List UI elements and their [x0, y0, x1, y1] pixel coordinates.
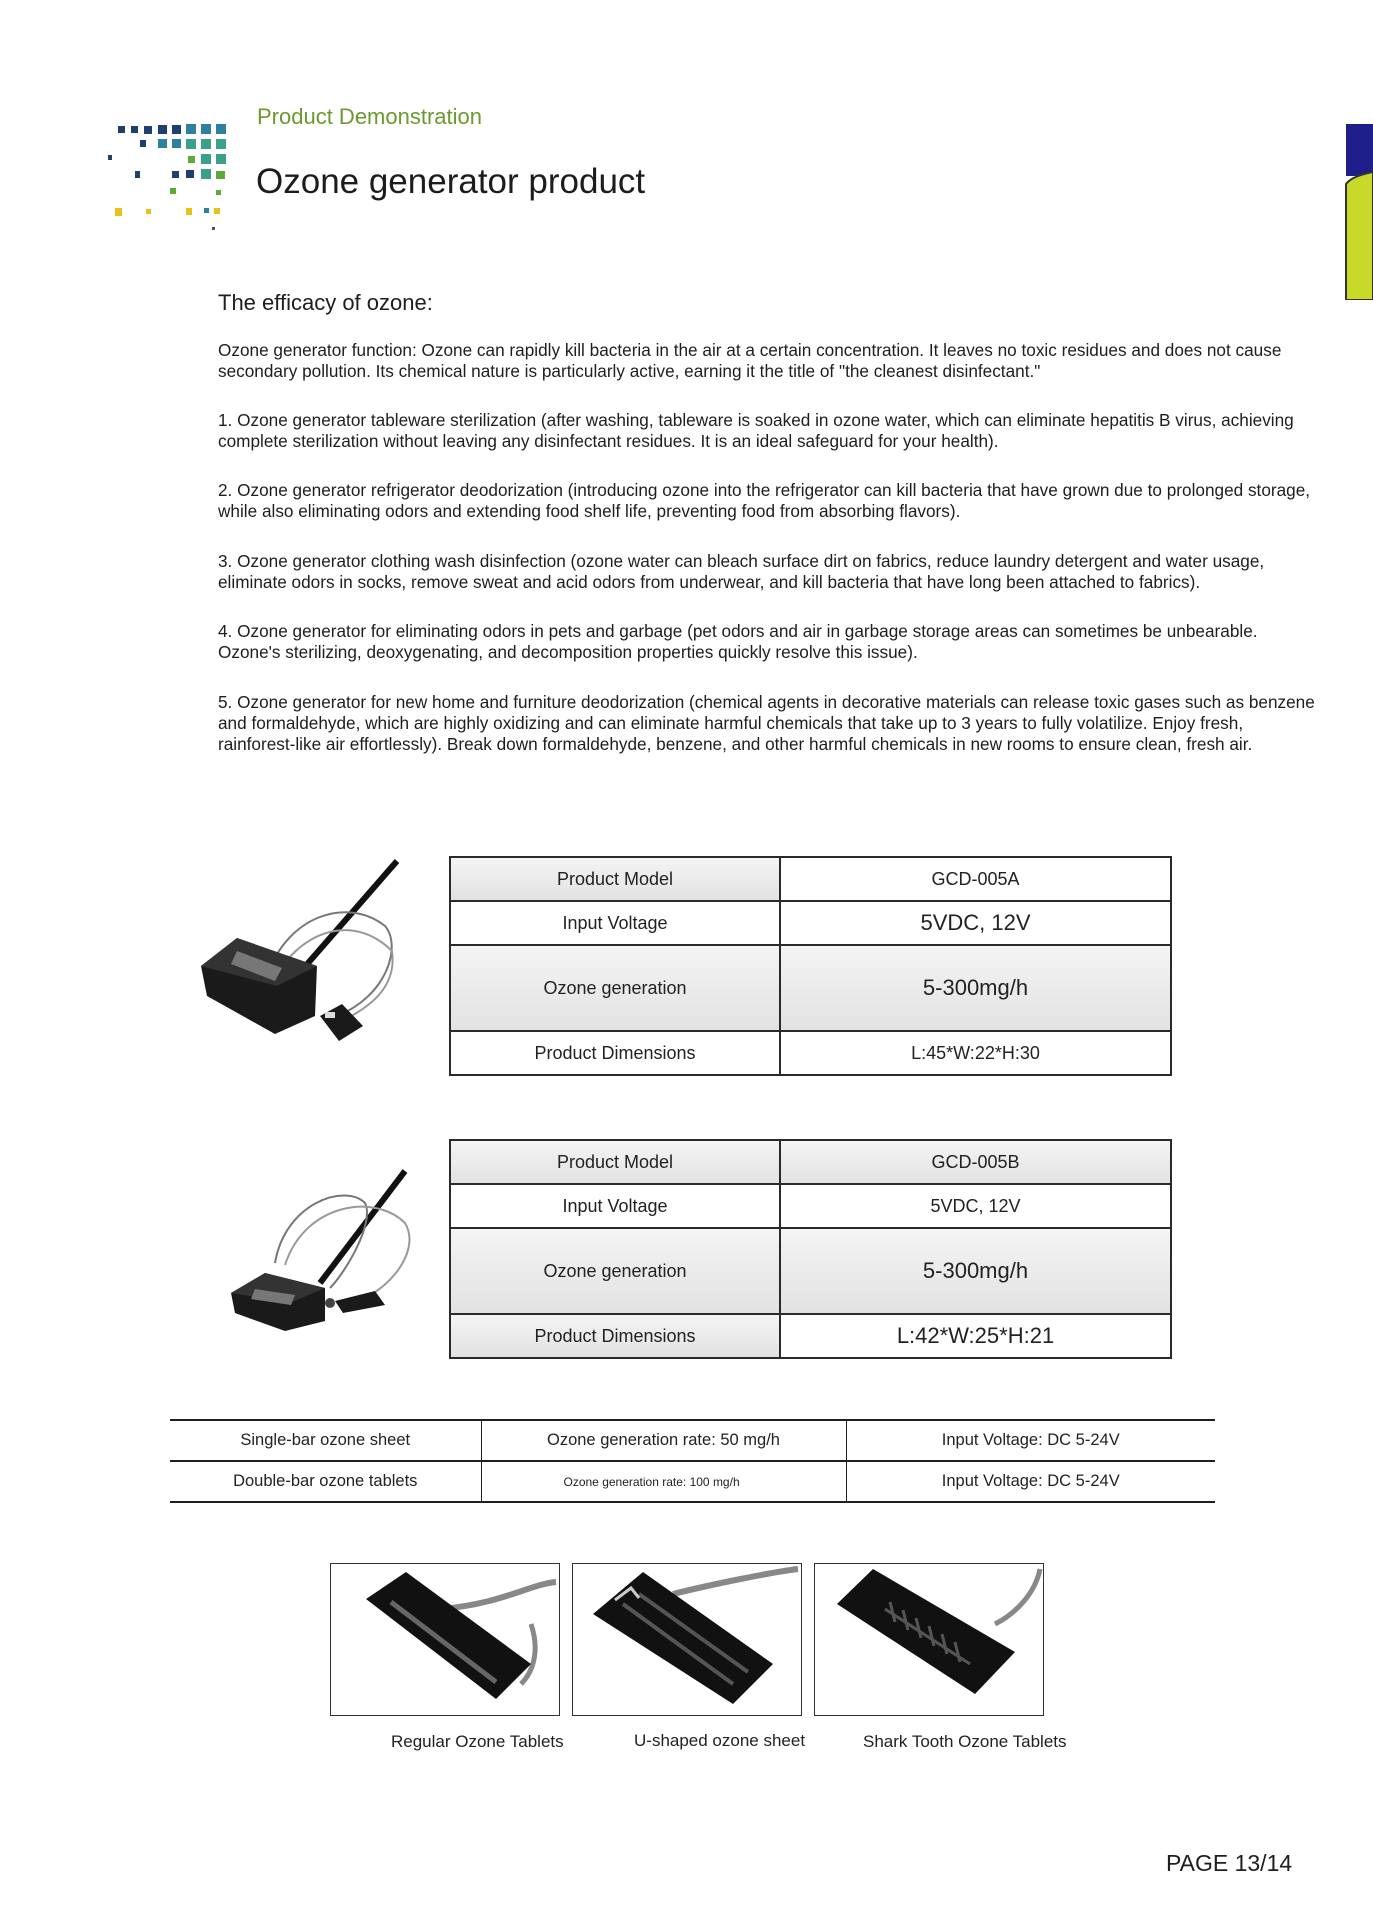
product-a-spec-table	[449, 856, 1172, 1076]
efficacy-item-4: 4. Ozone generator for eliminating odors in pets and garbage (pet odors and air in garbage storage areas can sometimes be unbearable. Ozone's sterilizing, deoxygenating, and decomposition properties quickly resolve this issue).	[218, 621, 1258, 662]
spec-value: 5-300mg/h	[780, 945, 1171, 1031]
sheet-name: Double-bar ozone tablets	[170, 1461, 481, 1502]
spec-row	[450, 1314, 1171, 1358]
sheet-voltage: Input Voltage: DC 5-24V	[846, 1461, 1215, 1502]
regular-ozone-tablet-photo	[330, 1563, 560, 1716]
efficacy-intro-paragraph: Ozone generator function: Ozone can rapidly kill bacteria in the air at a certain concentration. It leaves no toxic residues and does not cause secondary pollution. Its chemical nature is particularly active, earning it the title of "the cleanest disinfectant."	[218, 340, 1282, 381]
section-subtitle: Product Demonstration	[257, 104, 482, 129]
spec-row	[450, 945, 1171, 1031]
efficacy-item-2: 2. Ozone generator refrigerator deodorization (introducing ozone into the refrigerator can kill bacteria that have grown due to prolonged storage, while also eliminating odors and extending food shelf life, preventing food from absorbing flavors).	[218, 480, 1311, 521]
spec-label: Input Voltage	[450, 901, 780, 945]
table-row	[170, 1420, 1215, 1461]
photo-caption: Shark Tooth Ozone Tablets	[863, 1732, 1067, 1751]
spec-row	[450, 1031, 1171, 1075]
spec-row	[450, 901, 1171, 945]
product-a-image	[197, 856, 412, 1056]
efficacy-heading: The efficacy of ozone:	[218, 290, 433, 315]
product-b-image	[225, 1163, 435, 1343]
spec-value: L:42*W:25*H:21	[780, 1314, 1171, 1358]
spec-label: Product Model	[450, 857, 780, 901]
spec-label: Product Model	[450, 1140, 780, 1184]
page-title: Ozone generator product	[256, 162, 646, 201]
page-number: PAGE 13/14	[1166, 1850, 1293, 1876]
photo-caption: U-shaped ozone sheet	[634, 1731, 806, 1750]
shark-tooth-ozone-tablet-photo	[814, 1563, 1044, 1716]
company-logo	[108, 118, 228, 248]
spec-value: GCD-005A	[780, 857, 1171, 901]
spec-label: Product Dimensions	[450, 1031, 780, 1075]
product-b-spec-table	[449, 1139, 1172, 1359]
spec-value: 5VDC, 12V	[780, 1184, 1171, 1228]
side-tab-marker	[1342, 124, 1373, 300]
spec-row	[450, 1184, 1171, 1228]
efficacy-item-1: 1. Ozone generator tableware sterilization (after washing, tableware is soaked in ozone water, which can eliminate hepatitis B virus, achieving complete sterilization without leaving any disinfectant residues. It is an ideal safeguard for your health).	[218, 410, 1294, 451]
spec-label: Ozone generation	[450, 1228, 780, 1314]
efficacy-item-3: 3. Ozone generator clothing wash disinfection (ozone water can bleach surface dirt on fabrics, reduce laundry detergent and water usage, eliminate odors in socks, remove sweat and acid odors from underwear, and kill bacteria that have long been attached to fabrics).	[218, 551, 1265, 592]
spec-row	[450, 857, 1171, 901]
sheet-rate: Ozone generation rate: 100 mg/h	[481, 1461, 846, 1502]
spec-row	[450, 1228, 1171, 1314]
spec-label: Product Dimensions	[450, 1314, 780, 1358]
spec-value: 5-300mg/h	[780, 1228, 1171, 1314]
ozone-sheet-table	[170, 1419, 1215, 1503]
sheet-rate: Ozone generation rate: 50 mg/h	[481, 1420, 846, 1461]
spec-row	[450, 1140, 1171, 1184]
photo-caption: Regular Ozone Tablets	[391, 1732, 564, 1751]
sheet-voltage: Input Voltage: DC 5-24V	[846, 1420, 1215, 1461]
spec-label: Ozone generation	[450, 945, 780, 1031]
sheet-name: Single-bar ozone sheet	[170, 1420, 481, 1461]
efficacy-item-5: 5. Ozone generator for new home and furniture deodorization (chemical agents in decorative materials can release toxic gases such as benzene and formaldehyde, which are highly oxidizing and can eliminate harmful chemicals that take up to 3 years to fully volatilize. Enjoy fresh, rainforest-like air effortlessly). Break down formaldehyde, benzene, and other harmful chemicals in new rooms to ensure clean, fresh air.	[218, 692, 1315, 754]
table-row	[170, 1461, 1215, 1502]
spec-value: 5VDC, 12V	[780, 901, 1171, 945]
spec-value: GCD-005B	[780, 1140, 1171, 1184]
spec-label: Input Voltage	[450, 1184, 780, 1228]
u-shaped-ozone-sheet-photo	[572, 1563, 802, 1716]
spec-value: L:45*W:22*H:30	[780, 1031, 1171, 1075]
